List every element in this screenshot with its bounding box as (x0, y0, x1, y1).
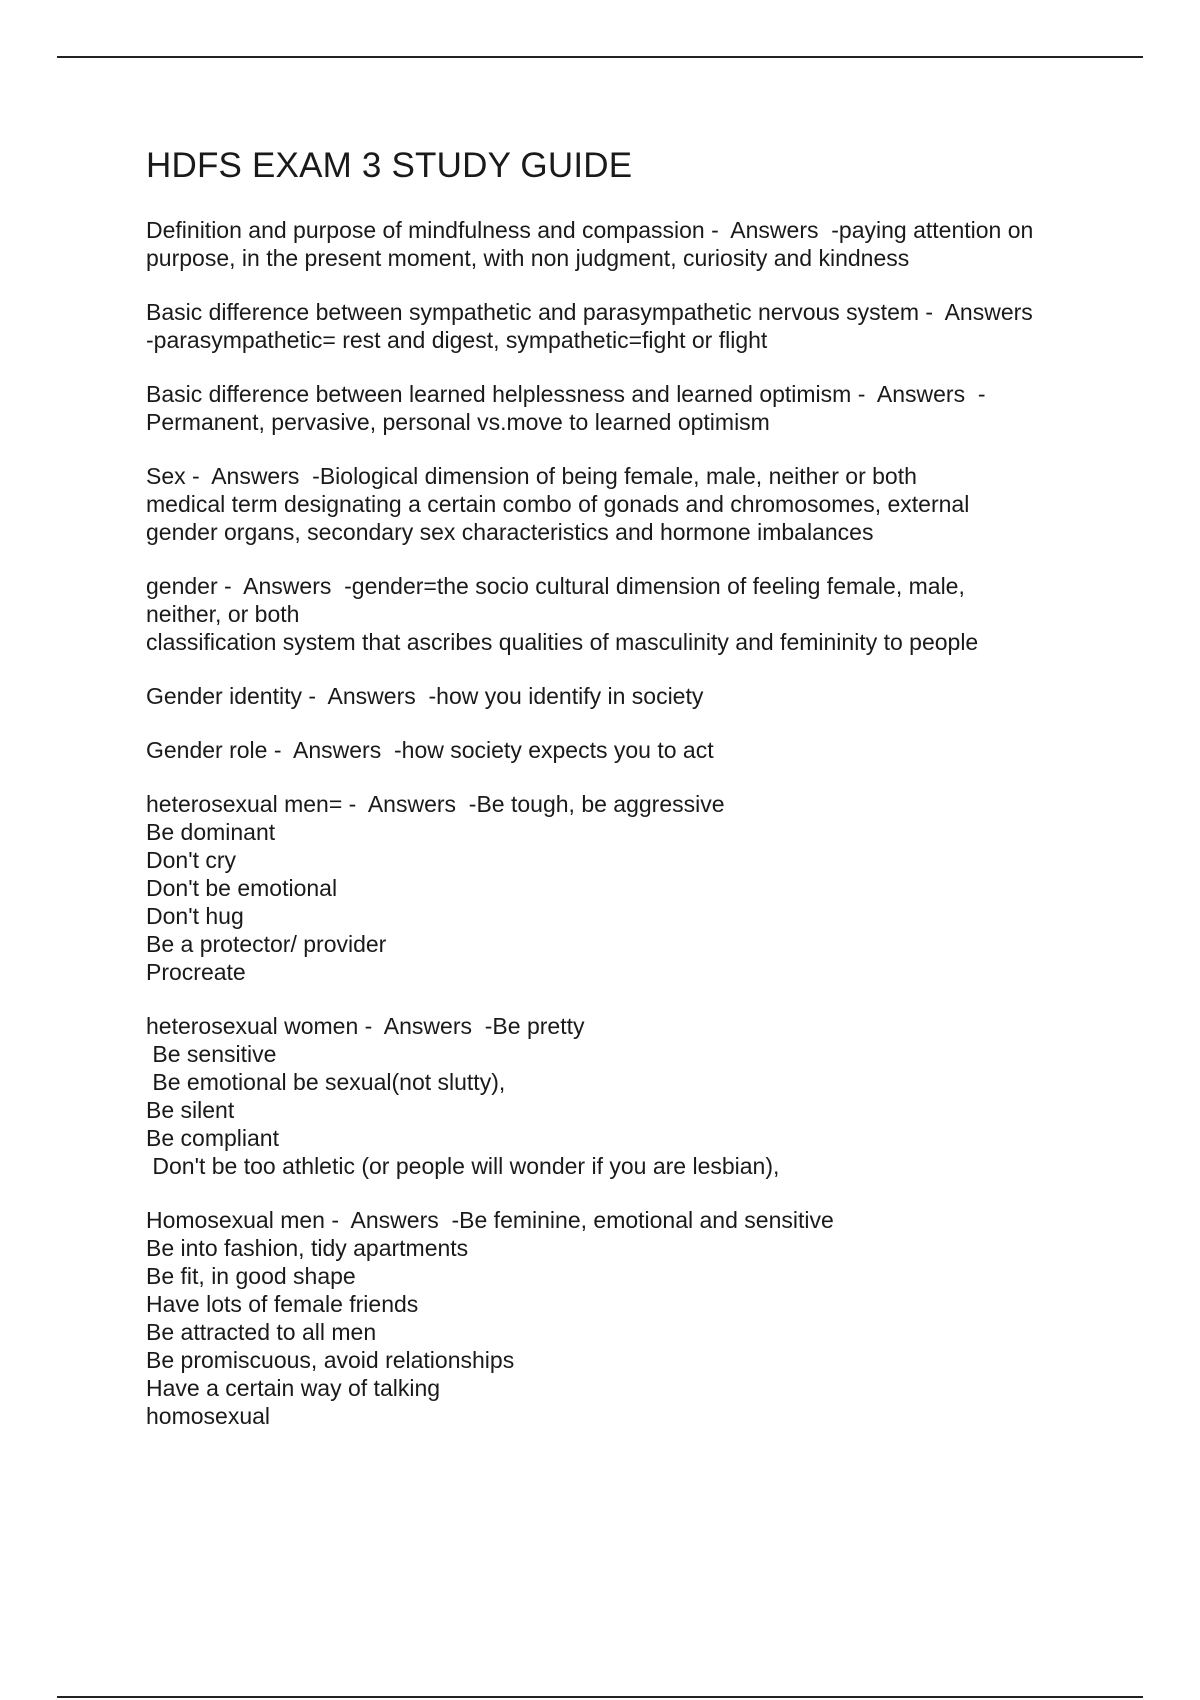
qa-line: Be emotional be sexual(not slutty), (146, 1069, 506, 1095)
qa-line: Basic difference between sympathetic and parasympathetic nervous system - Answers (146, 299, 1033, 325)
qa-line: Procreate (146, 959, 246, 985)
qa-line: Homosexual men - Answers -Be feminine, emotional and sensitive (146, 1207, 834, 1233)
document-body (146, 140, 1106, 1456)
qa-line: classification system that ascribes qualities of masculinity and femininity to people (146, 629, 979, 655)
qa-entry (146, 1012, 1106, 1180)
qa-line: Don't cry (146, 847, 237, 873)
qa-line: Gender role - Answers -how society expects you to act (146, 737, 714, 763)
qa-line: medical term designating a certain combo of gonads and chromosomes, external (146, 491, 970, 517)
qa-line: -parasympathetic= rest and digest, sympathetic=fight or flight (146, 327, 768, 353)
bottom-divider (57, 1696, 1143, 1698)
qa-line: purpose, in the present moment, with non judgment, curiosity and kindness (146, 245, 910, 271)
page-title: HDFS EXAM 3 STUDY GUIDE (146, 146, 633, 185)
qa-entry (146, 736, 1106, 764)
qa-entry (146, 462, 1106, 546)
qa-entry (146, 682, 1106, 710)
qa-line: Be fit, in good shape (146, 1263, 356, 1289)
qa-line: neither, or both (146, 601, 300, 627)
qa-entry (146, 790, 1106, 986)
qa-entry (146, 298, 1106, 354)
qa-line: Have lots of female friends (146, 1291, 419, 1317)
qa-line: Be dominant (146, 819, 276, 845)
qa-line: heterosexual men= - Answers -Be tough, be aggressive (146, 791, 725, 817)
qa-line: gender organs, secondary sex characteristics and hormone imbalances (146, 519, 874, 545)
top-divider (57, 56, 1143, 58)
qa-line: heterosexual women - Answers -Be pretty (146, 1013, 585, 1039)
qa-line: Be compliant (146, 1125, 279, 1151)
qa-line: Be promiscuous, avoid relationships (146, 1347, 515, 1373)
qa-line: Be into fashion, tidy apartments (146, 1235, 469, 1261)
qa-entry (146, 1206, 1106, 1430)
qa-line: gender - Answers -gender=the socio cultural dimension of feeling female, male, (146, 573, 965, 599)
qa-line: Permanent, pervasive, personal vs.move to learned optimism (146, 409, 770, 435)
qa-line: Sex - Answers -Biological dimension of being female, male, neither or both (146, 463, 917, 489)
qa-line: Don't be emotional (146, 875, 338, 901)
qa-line: Be sensitive (146, 1041, 277, 1067)
qa-line: Be attracted to all men (146, 1319, 377, 1345)
qa-entry (146, 216, 1106, 272)
qa-line: Be a protector/ provider (146, 931, 387, 957)
qa-list (146, 216, 1106, 1430)
qa-line: Don't be too athletic (or people will wonder if you are lesbian), (146, 1153, 780, 1179)
qa-line: Have a certain way of talking (146, 1375, 441, 1401)
qa-line: Be silent (146, 1097, 235, 1123)
qa-line: Basic difference between learned helplessness and learned optimism - Answers - (146, 381, 986, 407)
qa-entry (146, 380, 1106, 436)
qa-line: Don't hug (146, 903, 244, 929)
qa-line: Gender identity - Answers -how you identify in society (146, 683, 704, 709)
qa-entry (146, 572, 1106, 656)
qa-line: homosexual (146, 1403, 271, 1429)
qa-line: Definition and purpose of mindfulness and compassion - Answers -paying attention on (146, 217, 1034, 243)
